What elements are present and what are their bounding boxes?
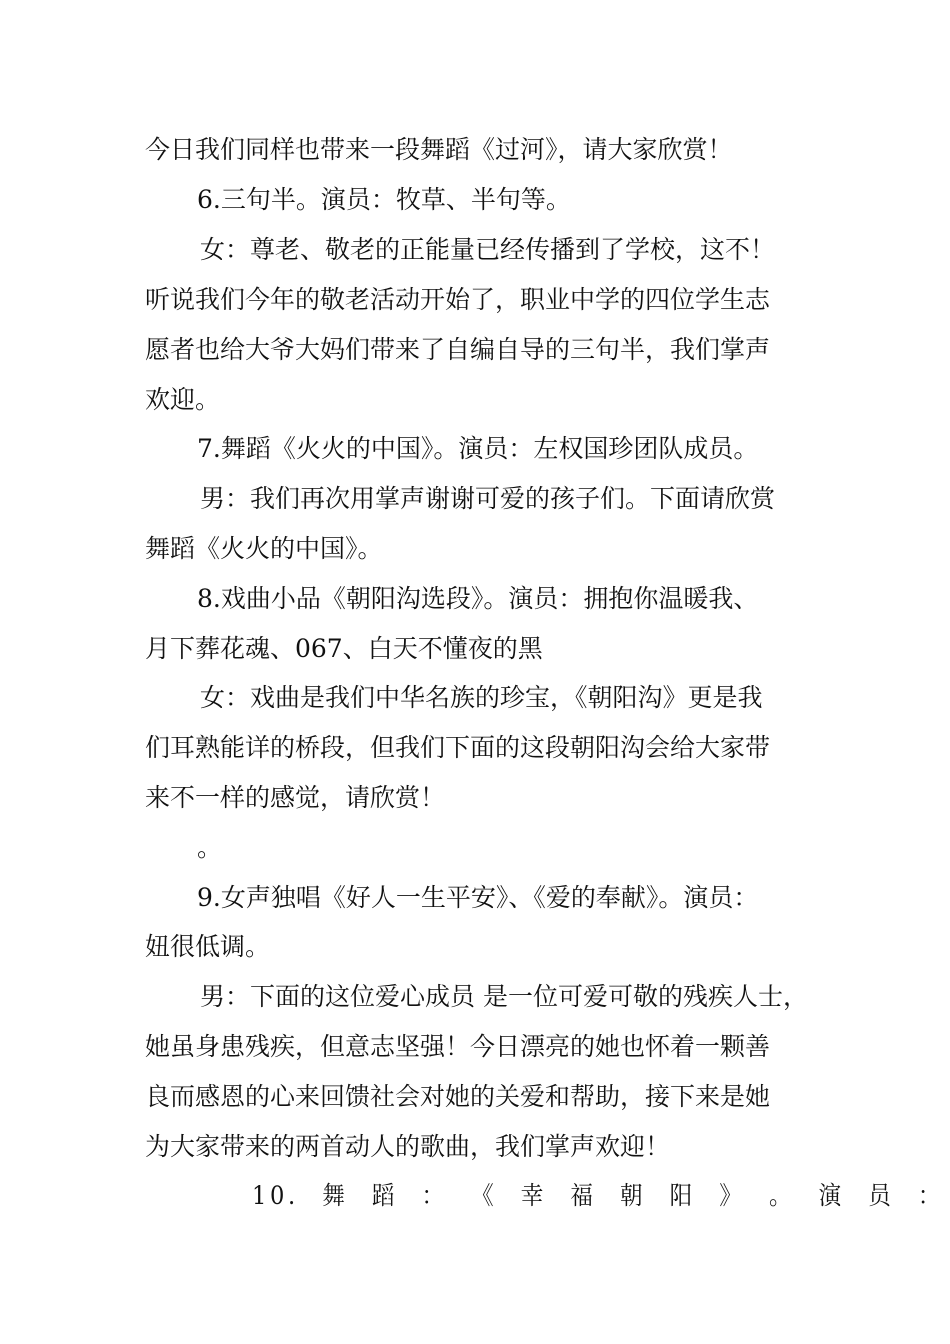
text-line: 舞蹈《火火的中国》。 [145, 534, 383, 563]
text-line: 7.舞蹈《火火的中国》。演员：左权国珍团队成员。 [197, 434, 759, 463]
text-line: 9.女声独唱《好人一生平安》、《爱的奉献》。演员： [197, 883, 759, 912]
text-line: 良而感恩的心来回馈社会对她的关爱和帮助，接下来是她 [145, 1082, 771, 1111]
text-line: 10. 舞 蹈 ： 《 幸 福 朝 阳 》 。 演 员 ： [252, 1181, 945, 1210]
text-line: 男：下面的这位爱心成员 是一位可爱可敬的残疾人士， [200, 982, 808, 1011]
text-line: 她虽身患残疾，但意志坚强！今日漂亮的她也怀着一颗善 [145, 1032, 771, 1061]
text-line: 6.三句半。演员：牧草、半句等。 [197, 185, 571, 214]
text-line: 女：尊老、敬老的正能量已经传播到了学校，这不！ [200, 235, 776, 264]
text-line: 月下葬花魂、067、白天不懂夜的黑 [145, 634, 543, 663]
text-line: 女：戏曲是我们中华名族的珍宝，《朝阳沟》更是我 [200, 683, 763, 712]
text-line: 妞很低调。 [145, 932, 271, 961]
text-line: 来不一样的感觉，请欣赏！ [145, 783, 446, 812]
text-line: 。 [197, 833, 223, 862]
text-line: 愿者也给大爷大妈们带来了自编自导的三句半，我们掌声 [145, 335, 771, 364]
text-line: 8.戏曲小品《朝阳沟选段》。演员：拥抱你温暖我、 [197, 584, 759, 613]
text-line: 们耳熟能详的桥段，但我们下面的这段朝阳沟会给大家带 [145, 733, 771, 762]
text-line: 听说我们今年的敬老活动开始了，职业中学的四位学生志 [145, 285, 771, 314]
text-line: 男：我们再次用掌声谢谢可爱的孩子们。下面请欣赏 [200, 484, 776, 513]
text-line: 今日我们同样也带来一段舞蹈《过河》，请大家欣赏！ [145, 135, 733, 164]
text-line: 为大家带来的两首动人的歌曲，我们掌声欢迎！ [145, 1132, 671, 1161]
text-line: 欢迎。 [145, 385, 221, 414]
